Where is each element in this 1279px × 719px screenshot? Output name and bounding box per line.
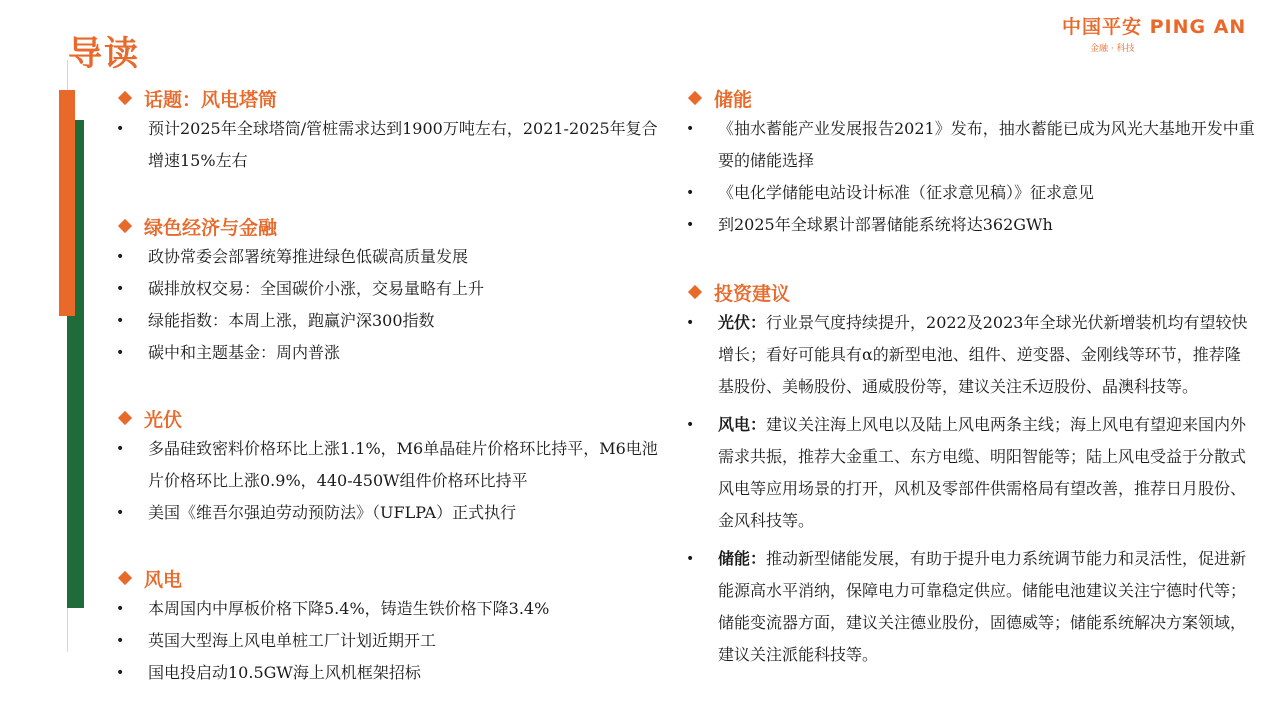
page-title: 导读 — [68, 34, 140, 74]
list-item: • 政协常委会部署统筹推进绿色低碳高质量发展 — [116, 241, 661, 273]
list-item: • 美国《维吾尔强迫劳动预防法》（UFLPA）正式执行 — [116, 497, 661, 529]
section-heading: 光伏 — [144, 408, 183, 431]
diamond-bullet-icon — [688, 285, 702, 299]
list-item: • 绿能指数：本周上涨，跑赢沪深300指数 — [116, 305, 661, 337]
diamond-bullet-icon — [118, 219, 132, 233]
diamond-bullet-icon — [118, 91, 132, 105]
list-item: • 《抽水蓄能产业发展报告2021》发布，抽水蓄能已成为风光大基地开发中重要的储能选择 — [686, 113, 1256, 177]
list-item: • 《电化学储能电站设计标准（征求意见稿）》征求意见 — [686, 177, 1256, 209]
section-heading: 话题：风电塔筒 — [144, 88, 278, 111]
section-tower — [116, 83, 661, 177]
section-pv — [116, 403, 661, 529]
advice-keyword: 光伏： — [718, 313, 767, 332]
section-heading: 投资建议 — [714, 282, 791, 305]
ping-an-logo — [1062, 12, 1262, 54]
accent-bar-overlap — [67, 120, 75, 316]
advice-keyword: 风电： — [718, 415, 767, 434]
advice-text: 行业景气度持续提升，2022及2023年全球光伏新增装机均有望较快增长；看好可能具有α的新型电池、组件、逆变器、金刚线等环节，推荐隆基股份、美畅股份、通威股份等，建议关注禾迈股份、晶澳科技等。 — [718, 313, 1248, 396]
left-column — [116, 83, 661, 689]
list-item: • 碳中和主题基金：周内普涨 — [116, 337, 661, 369]
list-item: • 预计2025年全球塔筒/管桩需求达到1900万吨左右，2021-2025年复合增速15%左右 — [116, 113, 661, 177]
advice-item-wind — [686, 409, 1256, 537]
advice-text: 建议关注海上风电以及陆上风电两条主线；海上风电有望迎来国内外需求共振，推荐大金重工、东方电缆、明阳智能等；陆上风电受益于分散式风电等应用场景的打开，风机及零部件供需格局有望改善，推荐日月股份、金风科技等。 — [718, 415, 1247, 530]
advice-item-pv — [686, 307, 1256, 403]
section-heading: 绿色经济与金融 — [144, 216, 278, 239]
list-item: • 本周国内中厚板价格下降5.4%，铸造生铁价格下降3.4% — [116, 593, 661, 625]
advice-text: 推动新型储能发展，有助于提升电力系统调节能力和灵活性，促进新能源高水平消纳，保障电力可靠稳定供应。储能电池建议关注宁德时代等；储能变流器方面，建议关注德业股份，固德威等；储能系统解决方案领域，建议关注派能科技等。 — [718, 549, 1247, 664]
list-item: • 碳排放权交易：全国碳价小涨，交易量略有上升 — [116, 273, 661, 305]
section-storage — [686, 83, 1256, 241]
diamond-bullet-icon — [688, 91, 702, 105]
advice-keyword: 储能： — [718, 549, 767, 568]
list-item: • 国电投启动10.5GW海上风机框架招标 — [116, 657, 661, 689]
diamond-bullet-icon — [118, 411, 132, 425]
logo-tagline: 金融 · 科技 — [1090, 44, 1135, 54]
diamond-bullet-icon — [118, 571, 132, 585]
section-green-finance — [116, 211, 661, 369]
right-column — [686, 83, 1256, 677]
section-investment-advice — [686, 277, 1256, 671]
section-wind — [116, 563, 661, 689]
section-heading: 风电 — [144, 568, 183, 591]
list-item: • 到2025年全球累计部署储能系统将达362GWh — [686, 209, 1256, 241]
section-heading: 储能 — [714, 88, 753, 111]
advice-item-storage — [686, 543, 1256, 671]
list-item: • 英国大型海上风电单桩工厂计划近期开工 — [116, 625, 661, 657]
logo-text: 中国平安 PING AN — [1062, 16, 1247, 38]
list-item: • 多晶硅致密料价格环比上涨1.1%，M6单晶硅片价格环比持平，M6电池片价格环比上涨0.9%，440-450W组件价格环比持平 — [116, 433, 661, 497]
